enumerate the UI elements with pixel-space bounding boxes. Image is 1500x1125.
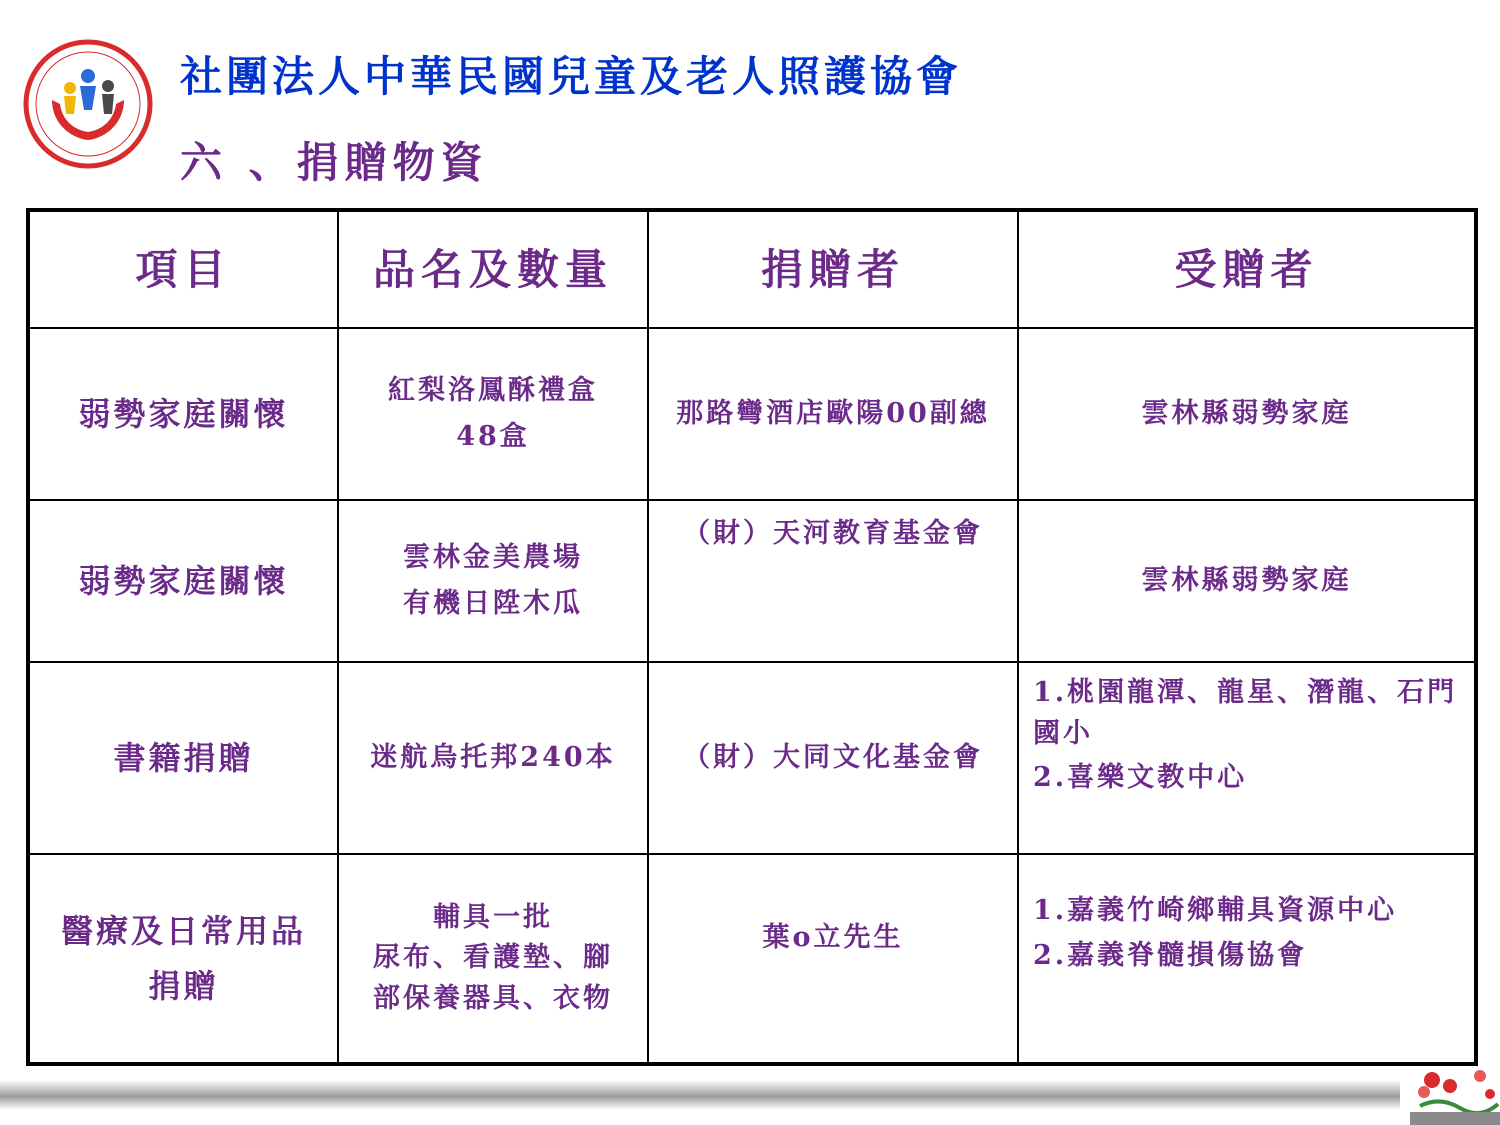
- table-header-row: [28, 210, 1476, 328]
- row-recipient: 1.桃園龍潭、龍星、潛龍、石門國小 2.喜樂文教中心: [1018, 662, 1476, 854]
- donation-table: [26, 208, 1478, 1066]
- table-row: [28, 854, 1476, 1064]
- row-donor: 那路彎酒店歐陽00副總: [648, 328, 1018, 500]
- table-row: [28, 328, 1476, 500]
- header-items: 品名及數量: [338, 210, 648, 328]
- table-row: [28, 500, 1476, 662]
- row-donor: （財）大同文化基金會: [648, 662, 1018, 854]
- row-recipient: 雲林縣弱勢家庭: [1018, 500, 1476, 662]
- header-category: 項目: [28, 210, 338, 328]
- row-donor: （財）天河教育基金會: [648, 500, 1018, 662]
- row-category: 弱勢家庭關懷: [28, 500, 338, 662]
- row-category: 醫療及日常用品 捐贈: [28, 854, 338, 1064]
- row-items: 紅梨洛鳳酥禮盒 48盒: [338, 328, 648, 500]
- row-items: 輔具一批 尿布、看護墊、腳 部保養器具、衣物: [338, 854, 648, 1064]
- header-recipient: 受贈者: [1018, 210, 1476, 328]
- row-donor: 葉o立先生: [648, 854, 1018, 1064]
- footer-bar: [0, 1080, 1400, 1110]
- table-row: [28, 662, 1476, 854]
- row-recipient: 雲林縣弱勢家庭: [1018, 328, 1476, 500]
- flower-decoration-icon: [1410, 1066, 1500, 1125]
- header-donor: 捐贈者: [648, 210, 1018, 328]
- row-items: 迷航烏托邦240本: [338, 662, 648, 854]
- row-recipient: 1.嘉義竹崎鄉輔具資源中心 2.嘉義脊髓損傷協會: [1018, 854, 1476, 1064]
- row-category: 書籍捐贈: [28, 662, 338, 854]
- section-title: 六 、捐贈物資: [180, 138, 489, 187]
- organization-name: 社團法人中華民國兒童及老人照護協會: [180, 52, 963, 101]
- row-items: 雲林金美農場 有機日陞木瓜: [338, 500, 648, 662]
- row-category: 弱勢家庭關懷: [28, 328, 338, 500]
- association-logo-icon: [22, 38, 154, 170]
